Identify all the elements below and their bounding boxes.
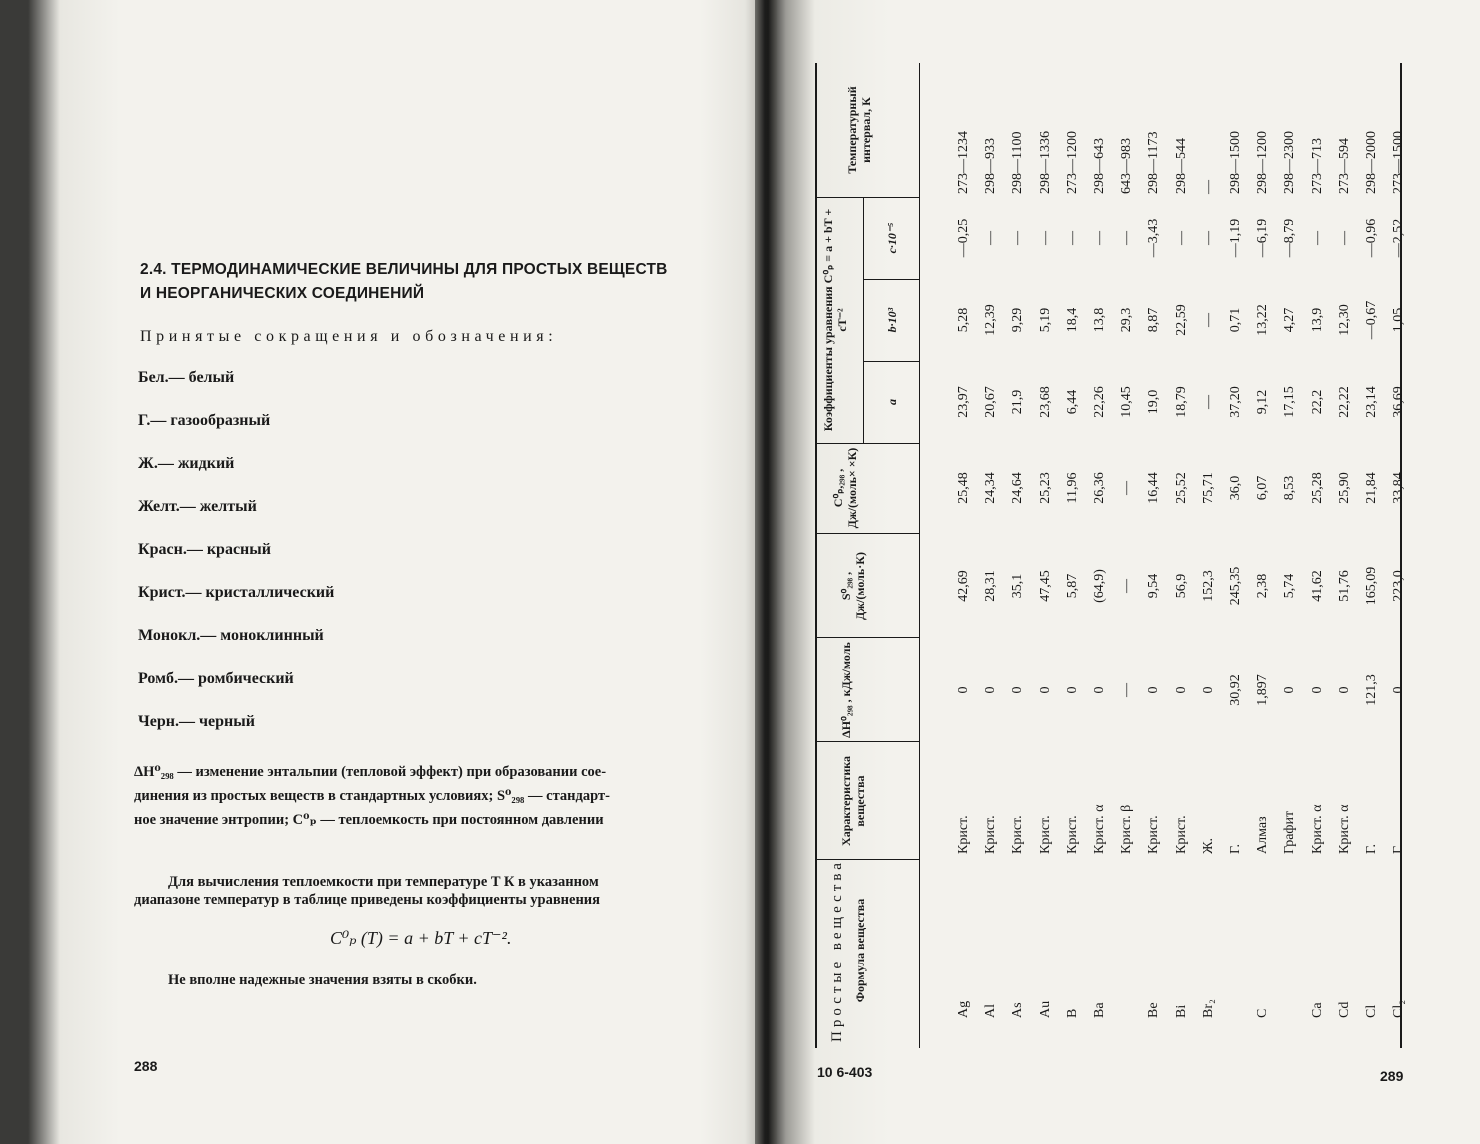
calc-text-line: диапазоне температур в таблице приведены коэффициенты уравнения — [134, 892, 601, 908]
cell-c: — — [1119, 231, 1135, 245]
cell-a: 18,79 — [1173, 386, 1189, 418]
cell-a: 22,26 — [1092, 386, 1107, 418]
cell-cp: 6,07 — [1255, 475, 1271, 501]
cell-t: 298—2300 — [1282, 131, 1298, 194]
cell-b: 9,29 — [1010, 307, 1026, 333]
cell-cp: 75,71 — [1200, 472, 1216, 504]
cell-c: — — [1092, 231, 1107, 245]
cell-b: — — [1200, 313, 1216, 327]
cell-c: —8,79 — [1282, 218, 1298, 258]
cell-char: Г. — [1228, 843, 1243, 854]
cell-dh: 0 — [1146, 686, 1162, 694]
cell-a: 19,0 — [1146, 389, 1162, 415]
cell-cp: 36,0 — [1228, 475, 1243, 501]
cell-t: 643—983 — [1119, 138, 1135, 194]
cell-a: 37,20 — [1228, 386, 1243, 418]
cell-b: 5,19 — [1037, 307, 1053, 333]
cell-a: 22,22 — [1336, 386, 1352, 418]
cell-c: — — [1064, 231, 1080, 245]
cell-b: 5,28 — [956, 307, 971, 333]
cell-cp: 25,23 — [1037, 472, 1053, 504]
header-coef-c: c·10⁻⁵ — [885, 222, 899, 254]
signature-mark: 10 6-403 — [817, 1064, 873, 1080]
cell-a: 23,97 — [956, 386, 971, 418]
cell-cp: 24,34 — [983, 472, 999, 504]
abbreviation-item: Черн.— черный — [138, 713, 255, 730]
cell-t: 298—933 — [983, 138, 999, 194]
cell-b: 29,3 — [1119, 307, 1135, 333]
cell-formula: Al — [983, 1004, 999, 1018]
cell-b: 18,4 — [1064, 307, 1080, 333]
cell-dh: 0 — [983, 686, 999, 694]
cell-char: Крист. — [1146, 815, 1162, 854]
cell-dh: 0 — [1391, 686, 1407, 694]
cell-t: 273—1500 — [1391, 131, 1407, 194]
header-coef-b: b·10³ — [885, 307, 899, 333]
cell-formula: As — [1010, 1002, 1026, 1018]
cell-a: 23,14 — [1364, 386, 1379, 418]
cell-char: Г. — [1364, 843, 1379, 854]
cell-cp: 25,52 — [1173, 472, 1189, 504]
cell-b: —0,67 — [1364, 300, 1379, 340]
cell-formula: Be — [1146, 1002, 1162, 1018]
cell-b: 13,9 — [1309, 307, 1325, 333]
cell-s: 9,54 — [1146, 573, 1162, 599]
cell-b: 0,71 — [1228, 307, 1243, 333]
cell-a: 22,2 — [1309, 389, 1325, 415]
cell-t: 273—594 — [1336, 138, 1352, 194]
cell-dh: 0 — [1309, 686, 1325, 694]
cell-dh: 0 — [1010, 686, 1026, 694]
cell-dh: 121,3 — [1364, 674, 1379, 706]
cell-dh: 30,92 — [1228, 674, 1243, 706]
cell-a: 36,69 — [1391, 386, 1407, 418]
cell-char: Крист. β — [1119, 804, 1135, 854]
cell-s: 42,69 — [956, 570, 971, 602]
cell-formula: Br₂ — [1200, 999, 1216, 1018]
cell-a: 21,9 — [1010, 389, 1026, 415]
cell-formula: Au — [1037, 1000, 1053, 1018]
cell-s: 245,35 — [1228, 566, 1243, 606]
cell-a: 17,15 — [1282, 386, 1298, 418]
abbreviation-item: Желт.— желтый — [138, 498, 257, 515]
cell-c: —1,19 — [1228, 218, 1243, 258]
cell-char: Крист. α — [1336, 804, 1352, 854]
cell-s: 5,74 — [1282, 573, 1298, 599]
cell-dh: 0 — [1282, 686, 1298, 694]
cell-b: 13,8 — [1092, 307, 1107, 333]
cell-char: Крист. α — [1092, 804, 1107, 854]
cell-char: Графит — [1282, 810, 1298, 854]
cell-s: 152,3 — [1200, 570, 1216, 602]
header-subrule — [863, 198, 864, 444]
cell-char: Алмаз — [1255, 816, 1271, 854]
cell-char: Крист. — [956, 815, 971, 854]
cell-s: 2,38 — [1255, 573, 1271, 599]
header-coef-a: a — [885, 399, 899, 405]
header-divider — [815, 443, 919, 444]
cell-dh: 0 — [1092, 686, 1107, 694]
cell-formula: B — [1064, 1008, 1080, 1018]
cell-cp: 33,84 — [1391, 472, 1407, 504]
cell-c: — — [1309, 231, 1325, 245]
cell-formula: Cl₂ — [1391, 999, 1407, 1018]
cell-cp: 26,36 — [1092, 472, 1107, 504]
cell-c: —6,19 — [1255, 218, 1271, 258]
cell-cp: 25,28 — [1309, 472, 1325, 504]
cell-cp: — — [1119, 481, 1135, 495]
abbreviation-item: Г.— газообразный — [138, 412, 271, 429]
cell-t: 298—544 — [1173, 138, 1189, 194]
cell-b: 13,22 — [1255, 304, 1271, 336]
cell-t: 298—643 — [1092, 138, 1107, 194]
cell-char: Крист. — [1010, 815, 1026, 854]
section-simple-substances: Простые вещества — [829, 859, 845, 1042]
cell-t: 298—1500 — [1228, 131, 1243, 194]
header-divider — [815, 533, 919, 534]
cell-s: 35,1 — [1010, 573, 1026, 599]
heat-capacity-formula: C⁰ₚ (T) = a + bT + cT⁻². — [330, 928, 512, 948]
header-divider — [815, 197, 919, 198]
cell-formula: Ca — [1309, 1002, 1325, 1018]
cell-b: 1,05 — [1391, 307, 1407, 333]
abbreviation-item: Ромб.— ромбический — [138, 670, 294, 687]
cell-c: — — [1173, 231, 1189, 245]
cell-c: — — [983, 231, 999, 245]
cell-dh: — — [1119, 683, 1135, 697]
abbreviation-item: Бел.— белый — [138, 369, 235, 386]
cell-b: 12,30 — [1336, 304, 1352, 336]
cell-formula: Ag — [956, 1000, 971, 1018]
cell-dh: 0 — [956, 686, 971, 694]
section-heading-line1: 2.4. ТЕРМОДИНАМИЧЕСКИЕ ВЕЛИЧИНЫ ДЛЯ ПРОСТЫХ ВЕЩЕСТВ — [140, 261, 668, 278]
cell-s: — — [1119, 579, 1135, 593]
cell-t: 298—1173 — [1146, 131, 1162, 194]
cell-t: 298—1200 — [1255, 131, 1271, 194]
cell-char: Крист. — [1064, 815, 1080, 854]
cell-dh: 1,897 — [1255, 674, 1271, 706]
cell-formula: Cl — [1364, 1004, 1379, 1018]
abbreviation-item: Крист.— кристаллический — [138, 584, 335, 601]
definitions-line: динения из простых веществ в стандартных условиях; S⁰₂₉₈ — стандарт- — [134, 788, 610, 804]
header-divider — [815, 741, 919, 742]
cell-char: Крист. — [1173, 815, 1189, 854]
cell-char: Крист. — [1037, 815, 1053, 854]
cell-t: 273—1234 — [956, 131, 971, 194]
cell-a: 10,45 — [1119, 386, 1135, 418]
cell-char: Г. — [1391, 843, 1407, 854]
cell-char: Крист. α — [1309, 804, 1325, 854]
cell-formula: Cd — [1336, 1001, 1352, 1018]
cell-c: —0,96 — [1364, 218, 1379, 258]
cell-cp: 16,44 — [1146, 472, 1162, 504]
cell-a: 20,67 — [983, 386, 999, 418]
cell-a: — — [1200, 395, 1216, 409]
page-number-right: 289 — [1380, 1068, 1404, 1084]
cell-dh: 0 — [1336, 686, 1352, 694]
cell-dh: 0 — [1200, 686, 1216, 694]
cell-a: 9,12 — [1255, 389, 1271, 415]
cell-t: — — [1200, 180, 1216, 194]
cell-c: — — [1037, 231, 1053, 245]
cell-s: (64,9) — [1092, 569, 1107, 603]
cell-s: 5,87 — [1064, 573, 1080, 599]
cell-cp: 25,90 — [1336, 472, 1352, 504]
header-temperature: Температурный интервал, К — [845, 86, 873, 174]
cell-dh: 0 — [1064, 686, 1080, 694]
cell-c: — — [1010, 231, 1026, 245]
section-heading-line2: И НЕОРГАНИЧЕСКИХ СОЕДИНЕНИЙ — [140, 285, 425, 302]
abbreviation-item: Красн.— красный — [138, 541, 271, 558]
cell-formula: C — [1255, 1008, 1271, 1018]
table-top-rule — [815, 63, 817, 1048]
cell-char: Крист. — [983, 815, 999, 854]
cell-c: — — [1200, 231, 1216, 245]
note-text: Не вполне надежные значения взяты в скобки. — [168, 972, 477, 988]
cell-cp: 25,48 — [956, 472, 971, 504]
cell-t: 298—1100 — [1010, 131, 1026, 194]
abbreviations-title: Принятые сокращения и обозначения: — [140, 328, 558, 345]
cell-t: 273—1200 — [1064, 131, 1080, 194]
cell-dh: 0 — [1037, 686, 1053, 694]
definitions-line: ное значение энтропии; C⁰ₚ — теплоемкость при постоянном давлении — [134, 812, 604, 828]
cell-t: 298—2000 — [1364, 131, 1379, 194]
cell-char: Ж. — [1200, 837, 1216, 854]
cell-cp: 21,84 — [1364, 472, 1379, 504]
cell-s: 223,0 — [1391, 570, 1407, 602]
cell-c: — — [1336, 231, 1352, 245]
cell-b: 4,27 — [1282, 307, 1298, 333]
cell-a: 23,68 — [1037, 386, 1053, 418]
cell-dh: 0 — [1173, 686, 1189, 694]
thermo-table — [815, 63, 1405, 1048]
cell-s: 47,45 — [1037, 570, 1053, 602]
cell-cp: 24,64 — [1010, 472, 1026, 504]
header-divider — [815, 637, 919, 638]
cell-s: 165,09 — [1364, 566, 1379, 606]
cell-cp: 11,96 — [1064, 472, 1080, 504]
cell-c: —3,43 — [1146, 218, 1162, 258]
header-characteristic: Характеристика вещества — [839, 756, 867, 846]
header-enthalpy: ΔH⁰₂₉₈ , кДж/моль — [839, 642, 853, 738]
cell-formula: Bi — [1173, 1004, 1189, 1018]
book-gutter — [755, 0, 777, 1144]
header-entropy: S⁰₂₉₈ , Дж/(моль·К) — [839, 552, 867, 620]
header-formula: Формула вещества — [853, 898, 867, 1003]
cell-a: 6,44 — [1064, 389, 1080, 415]
cell-s: 41,62 — [1309, 570, 1325, 602]
cell-formula: Ba — [1092, 1002, 1107, 1018]
abbreviation-item: Монокл.— моноклинный — [138, 627, 324, 644]
header-heat-capacity: C⁰ₚ,₂₉₈ , Дж/(моль× ×К) — [831, 447, 859, 529]
page-number-left: 288 — [134, 1058, 158, 1074]
cell-cp: 8,53 — [1282, 475, 1298, 501]
cell-t: 298—1336 — [1037, 131, 1053, 194]
header-coefficients: Коэффициенты уравнения C⁰ₚ = a + bT + cT⁻² — [821, 208, 849, 432]
cell-t: 273—713 — [1309, 138, 1325, 194]
cell-s: 51,76 — [1336, 570, 1352, 602]
cell-c: —0,25 — [956, 218, 971, 258]
cell-b: 22,59 — [1173, 304, 1189, 336]
cell-c: —2,52 — [1391, 218, 1407, 258]
calc-text-line: Для вычисления теплоемкости при температуре T К в указанном — [168, 874, 599, 890]
cell-b: 8,87 — [1146, 307, 1162, 333]
cell-b: 12,39 — [983, 304, 999, 336]
cell-s: 28,31 — [983, 570, 999, 602]
abbreviation-item: Ж.— жидкий — [138, 455, 235, 472]
definitions-line: ΔH⁰₂₉₈ — изменение энтальпии (тепловой эффект) при образовании сое- — [134, 764, 607, 780]
cell-s: 56,9 — [1173, 573, 1189, 599]
header-bottom-rule — [919, 63, 920, 1048]
